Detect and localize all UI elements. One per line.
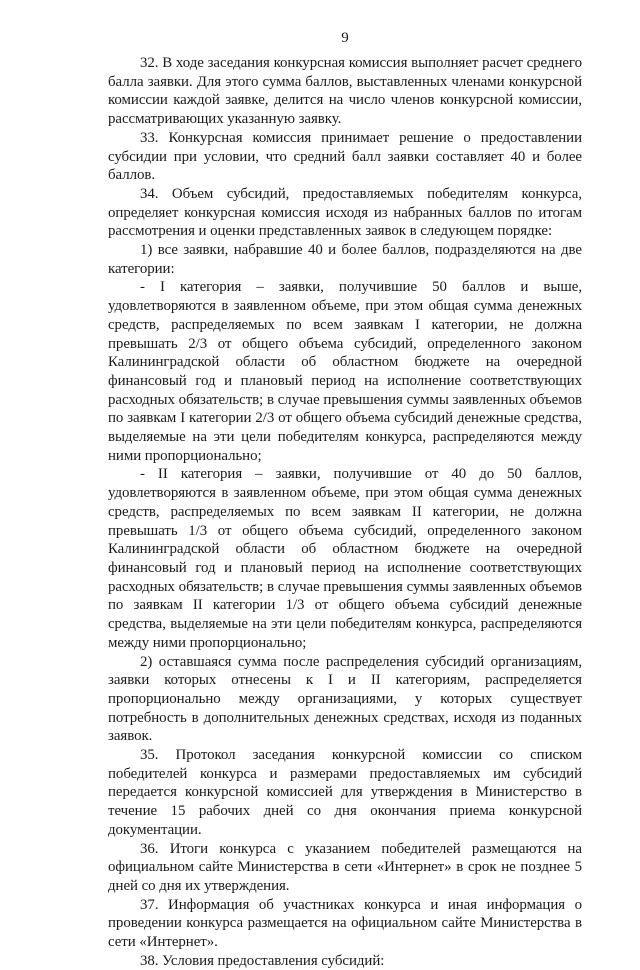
page-number: 9 bbox=[341, 30, 349, 46]
document-body bbox=[108, 54, 582, 970]
paragraph-38: 38. Условия предоставления субсидий: bbox=[140, 952, 385, 969]
paragraph-34: 34. Объем субсидий, предоставляемых победителям конкурса, определяет конкурсная комиссия исходя из набранных баллов по итогам рассмотрения и оценки представленных заявок в следующем порядке: bbox=[108, 185, 582, 240]
paragraph-category-2: - II категория – заявки, получившие от 40 до 50 баллов, удовлетворяются в заявленном объеме, при этом общая сумма денежных средств, распределяемых по всем заявкам II категории, не должна превышать 1/3 от общего объема субсидий, определенного законом Калининградской области об областном бюджете на очередной финансовый год и плановый период на исполнение соответствующих расходных обязательств; в случае превышения суммы заявленных объемов по заявкам II категории 1/3 от общего объема субсидий денежные средства, выделяемые на эти цели победителям конкурса, распределяются между ними пропорционально; bbox=[108, 466, 582, 651]
paragraph-category-1: - I категория – заявки, получившие 50 баллов и выше, удовлетворяются в заявленном объеме, при этом общая сумма денежных средств, распределяемых по всем заявкам I категории, не должна превышать 2/3 от общего объема субсидий, определенного законом Калининградской области об областном бюджете на очередной финансовый год и плановый период на исполнение соответствующих расходных обязательств; в случае превышения суммы заявленных объемов по заявкам I категории 2/3 от общего объема субсидий денежные средства, выделяемые на эти цели победителям конкурса, распределяются между ними пропорционально; bbox=[108, 279, 582, 464]
paragraph-36: 36. Итоги конкурса с указанием победителей размещаются на официальном сайте Министерства в сети «Интернет» в срок не позднее 5 дней со дня их утверждения. bbox=[108, 840, 582, 894]
paragraph-34-item-2: 2) оставшаяся сумма после распределения субсидий организациям, заявки которых отнесены к I и II категориям, распределяется пропорционально между организациями, у которых существует потребность в дополнительных денежных средствах, исходя из поданных заявок. bbox=[108, 653, 582, 745]
paragraph-34-item-1: 1) все заявки, набравшие 40 и более баллов, подразделяются на две категории: bbox=[108, 242, 582, 277]
paragraph-32: 32. В ходе заседания конкурсная комиссия выполняет расчет среднего балла заявки. Для этого сумма баллов, выставленных членами конкурсной комиссии каждой заявке, делится на число членов конкурсной комиссии, рассматривающих указанную заявку. bbox=[108, 55, 582, 128]
paragraph-37: 37. Информация об участниках конкурса и иная информация о проведении конкурса размещается на официальном сайте Министерства в сети «Интернет». bbox=[108, 896, 582, 951]
paragraph-35: 35. Протокол заседания конкурсной комиссии со списком победителей конкурса и размерами предоставляемых им субсидий передается конкурсной комиссией для утверждения в Министерство в течение 15 рабочих дней со дня окончания приема конкурсной документации. bbox=[108, 747, 582, 838]
paragraph-33: 33. Конкурсная комиссия принимает решение о предоставлении субсидии при условии, что средний балл заявки составляет 40 и более баллов. bbox=[108, 129, 582, 184]
